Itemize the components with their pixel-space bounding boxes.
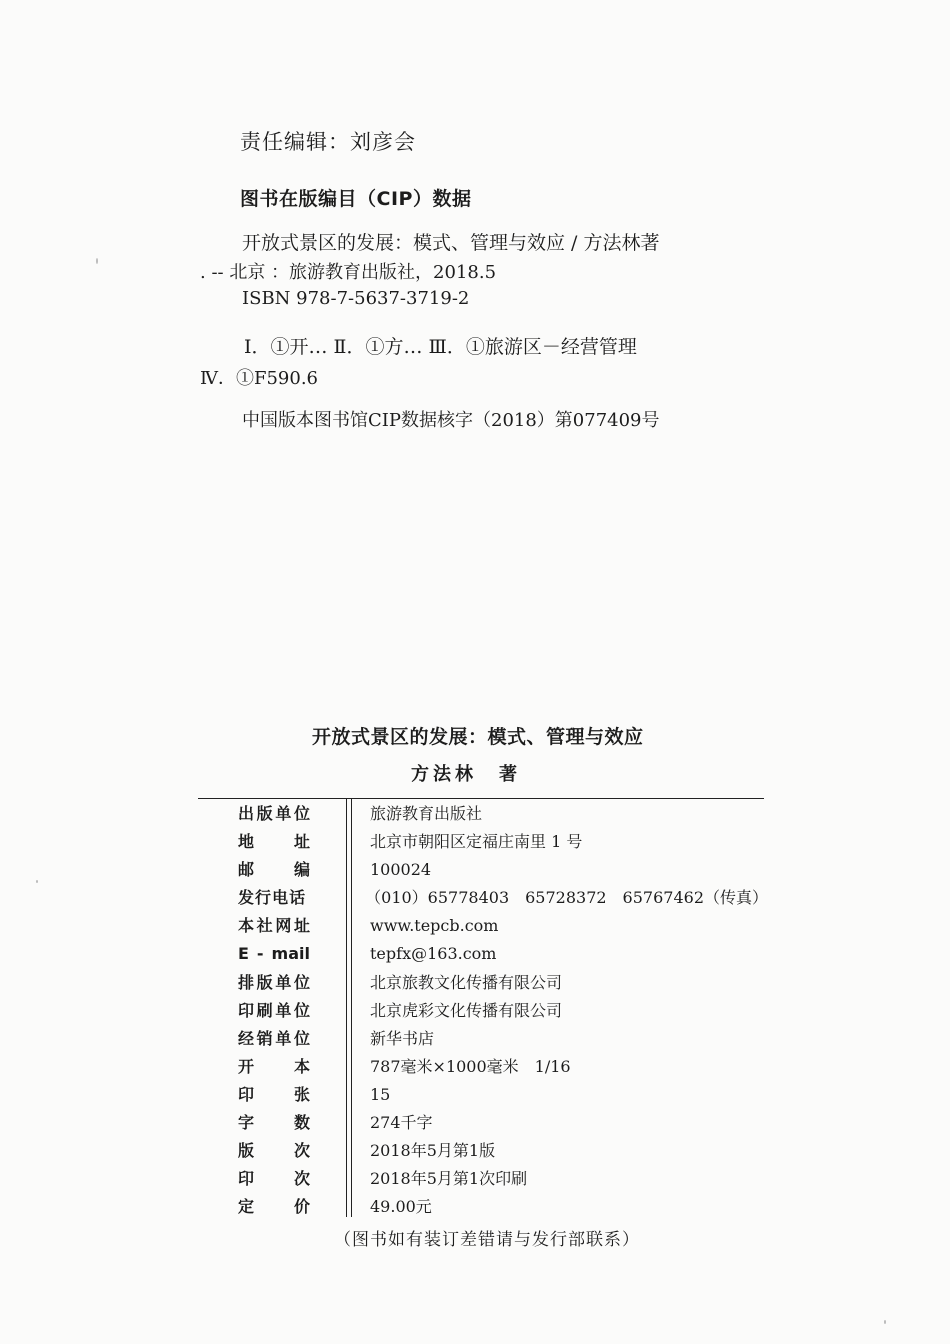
imprint-label: 经销单位 [238,1028,310,1048]
book-title: 开放式景区的发展：模式、管理与效应 [312,726,644,748]
imprint-value: 北京市朝阳区定福庄南里 1 号 [370,832,583,852]
imprint-value: tepfx@163.com [370,944,497,964]
imprint-value: 49.00元 [370,1197,432,1217]
imprint-label: 印刷单位 [238,1000,310,1020]
scan-speck [96,258,98,264]
cip-line-title: 开放式景区的发展：模式、管理与效应 / 方法林著 [242,232,660,254]
imprint-value: 北京旅教文化传播有限公司 [370,972,563,992]
imprint-label: 开 本 [238,1056,310,1076]
imprint-label: 地 址 [238,832,310,852]
imprint-value: 2018年5月第1次印刷 [370,1169,528,1189]
cip-line-subjects: Ⅰ．①开… Ⅱ．①方… Ⅲ．①旅游区－经营管理 [244,336,637,358]
imprint-value: 15 [370,1084,391,1104]
cip-line-publisher: . -- 北京 ：旅游教育出版社，2018.5 [200,262,497,283]
imprint-row [238,856,768,884]
imprint-value: 787毫米×1000毫米 1/16 [370,1056,571,1076]
imprint-value: 2018年5月第1版 [370,1141,496,1161]
imprint-label: 本社网址 [238,916,310,936]
imprint-label: 邮 编 [238,860,310,880]
imprint-table [238,800,768,1221]
scan-speck [884,1320,886,1324]
imprint-row [238,884,768,912]
editor-name: 刘彦会 [350,130,416,154]
scan-speck [36,880,38,883]
imprint-label: E - mail [238,944,310,964]
imprint-label: 版 次 [238,1141,310,1161]
imprint-value: 旅游教育出版社 [370,804,483,823]
imprint-label: 定 价 [238,1197,310,1217]
responsible-editor [240,126,416,156]
imprint-label: 字 数 [238,1113,310,1133]
imprint-row [238,940,768,968]
editor-label: 责任编辑： [240,130,350,154]
cip-line-record-number: 中国版本图书馆CIP数据核字（2018）第077409号 [242,410,660,431]
imprint-value: 新华书店 [370,1028,435,1048]
imprint-label: 印 张 [238,1084,310,1104]
imprint-row [238,1193,768,1221]
imprint-label: 排版单位 [238,972,310,992]
imprint-row [238,800,768,828]
imprint-row [238,1025,768,1053]
imprint-row [238,1137,768,1165]
imprint-value: 100024 [370,860,432,880]
imprint-row [238,1109,768,1137]
binding-error-note: （图书如有装订差错请与发行部联系） [334,1230,640,1250]
imprint-label: 出版单位 [238,804,310,823]
imprint-label: 发行电话 [238,888,306,908]
imprint-row [238,969,768,997]
imprint-value: 北京虎彩文化传播有限公司 [370,1000,563,1020]
cip-line-isbn: ISBN 978-7-5637-3719-2 [242,288,470,309]
book-author: 方法林 著 [411,764,521,785]
imprint-row [238,912,768,940]
imprint-value: 274千字 [370,1113,433,1133]
imprint-row [238,1165,768,1193]
imprint-row [238,828,768,856]
imprint-label: 印 次 [238,1169,310,1189]
imprint-top-rule [198,798,764,799]
imprint-row [238,1081,768,1109]
imprint-value: www.tepcb.com [370,916,499,936]
cip-line-classification: Ⅳ．①F590.6 [200,368,319,389]
imprint-row [238,1053,768,1081]
cip-heading: 图书在版编目（CIP）数据 [240,188,472,210]
imprint-row [238,997,768,1025]
imprint-value: （010）65778403 65728372 65767462（传真） [365,888,768,908]
